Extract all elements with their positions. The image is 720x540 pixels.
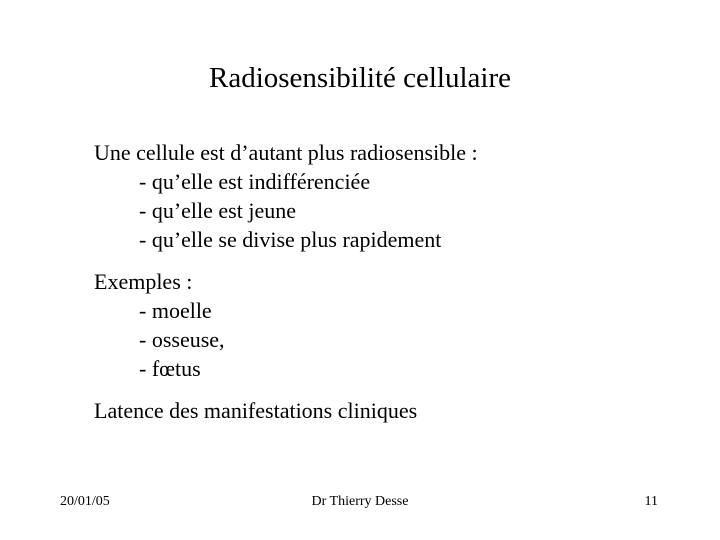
list-item: - fœtus [139,356,201,381]
examples-intro: Exemples : [94,269,193,294]
latency-text: Latence des manifestations cliniques [94,398,418,423]
list-item: - moelle [139,298,212,323]
list-item: - qu’elle se divise plus rapidement [139,227,442,252]
list-item: - osseuse, [139,327,225,352]
slide-title: Radiosensibilité cellulaire [209,62,511,94]
footer-page-number: 11 [644,494,658,509]
radiosensitivity-intro: Une cellule est d’autant plus radiosensible : [94,140,478,165]
footer-author: Dr Thierry Desse [311,494,409,509]
examples-section [94,267,225,383]
footer-date: 20/01/05 [60,494,110,509]
list-item: - qu’elle est indifférenciée [139,169,371,194]
latency-section [94,396,417,425]
list-item: - qu’elle est jeune [139,198,296,223]
radiosensitivity-section [94,138,478,254]
